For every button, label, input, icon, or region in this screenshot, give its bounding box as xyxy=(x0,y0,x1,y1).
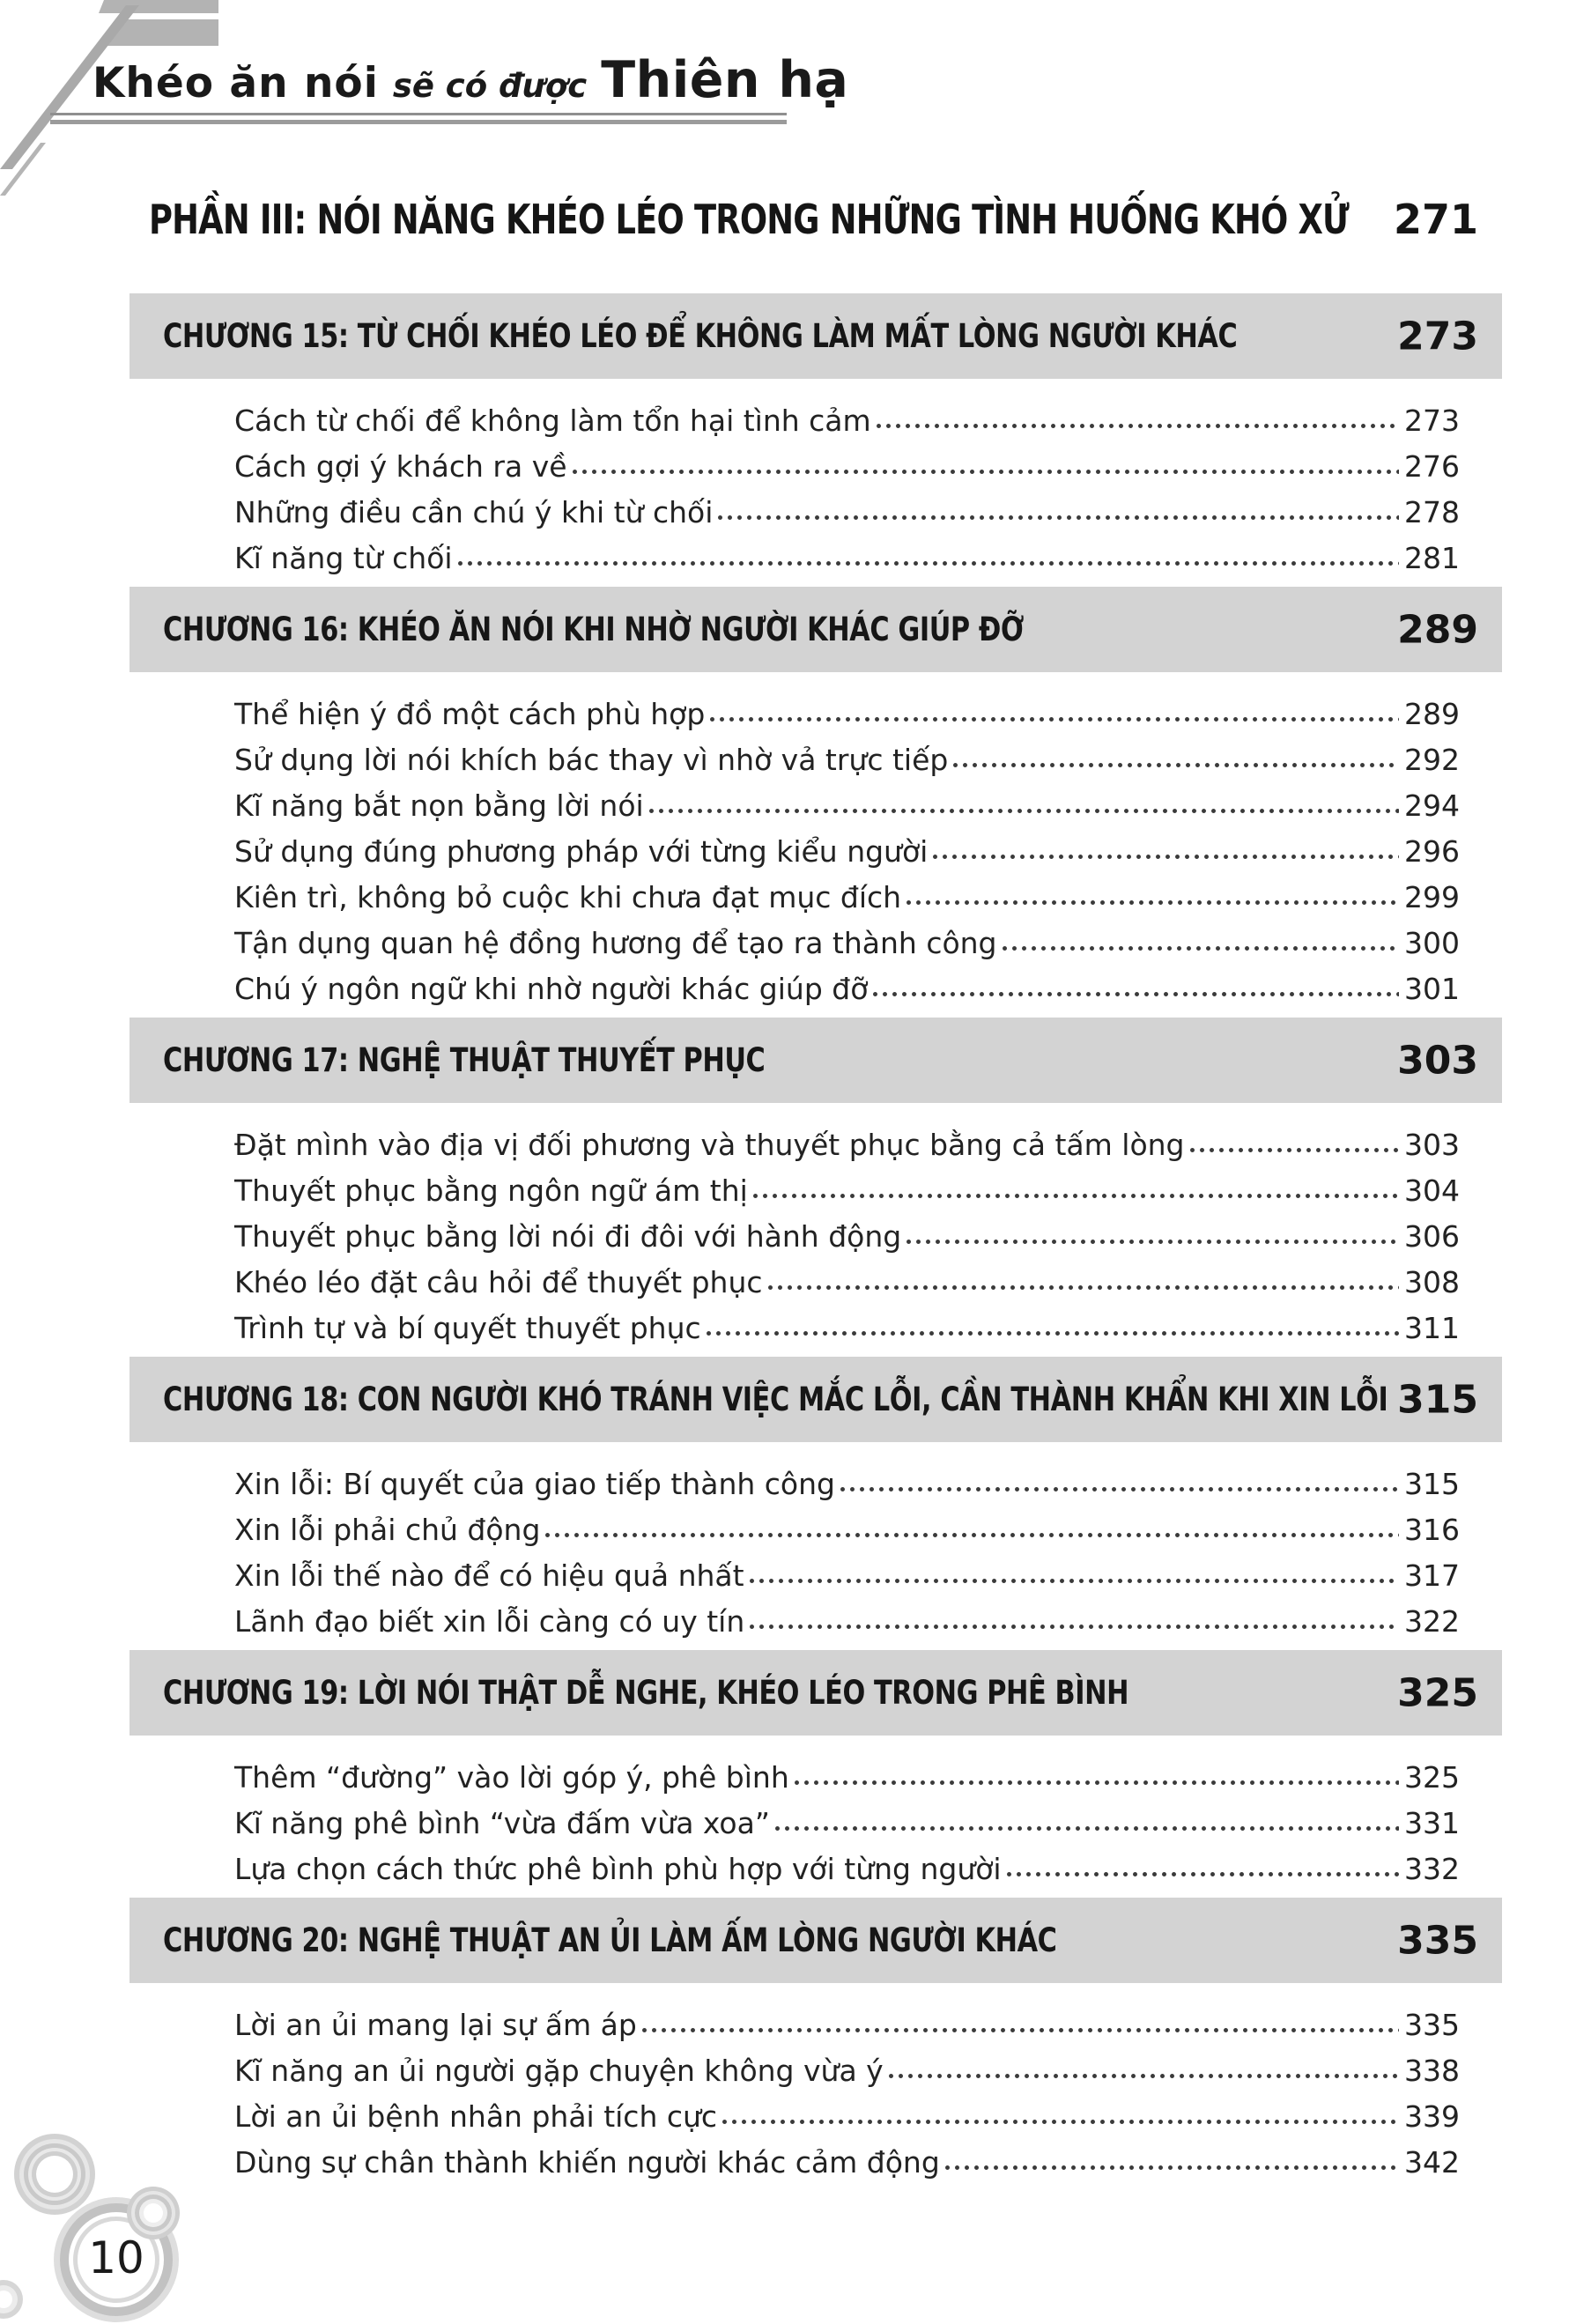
toc-item-page: 332 xyxy=(1404,1852,1460,1886)
part-title: PHẦN III: NÓI NĂNG KHÉO LÉO TRONG NHỮNG TÌNH HUỐNG KHÓ XỬ xyxy=(149,196,1349,243)
toc-item xyxy=(234,449,1460,495)
chapter-heading-band xyxy=(130,293,1502,379)
chapter-heading-band xyxy=(130,1357,1502,1442)
dotted-leader xyxy=(545,1533,1399,1537)
toc-item xyxy=(234,1128,1460,1173)
book-title-header xyxy=(92,51,1326,109)
dotted-leader xyxy=(1190,1148,1400,1152)
chapter-title: CHƯƠNG 20: NGHỆ THUẬT AN ỦI LÀM ẤM LÒNG NGƯỜI KHÁC xyxy=(163,1921,1057,1959)
part-page-number: 271 xyxy=(1393,196,1478,243)
toc-item-page: 303 xyxy=(1404,1128,1460,1162)
header-rule-thick xyxy=(50,120,787,124)
chapter-page-number: 315 xyxy=(1397,1377,1478,1422)
toc-item-title: Lời an ủi bệnh nhân phải tích cực xyxy=(234,2099,718,2134)
toc-item-page: 278 xyxy=(1404,495,1460,529)
toc-item-title: Xin lỗi: Bí quyết của giao tiếp thành công xyxy=(234,1467,835,1501)
toc-item-page: 299 xyxy=(1404,880,1460,914)
dotted-leader xyxy=(873,992,1399,996)
dotted-leader xyxy=(710,717,1399,722)
toc-item-title: Lựa chọn cách thức phê bình phù hợp với từng người xyxy=(234,1852,1002,1886)
toc-item-page: 276 xyxy=(1404,449,1460,484)
toc-item xyxy=(234,1173,1460,1219)
header-rule-thin xyxy=(50,113,787,115)
toc-item xyxy=(234,1219,1460,1265)
toc-item xyxy=(234,541,1460,587)
toc-item-title: Cách từ chối để không làm tổn hại tình cảm xyxy=(234,403,871,438)
toc-item xyxy=(234,1265,1460,1311)
toc-item xyxy=(234,1806,1460,1852)
toc-item xyxy=(234,1852,1460,1898)
toc-item-page: 338 xyxy=(1404,2054,1460,2088)
dotted-leader xyxy=(889,2074,1399,2078)
toc-item xyxy=(234,1558,1460,1604)
chapter-page-number: 325 xyxy=(1397,1670,1478,1715)
corner-flag-decoration xyxy=(0,0,238,220)
circle-corner-clipped xyxy=(0,2280,23,2319)
toc-item xyxy=(234,926,1460,972)
toc-item-title: Thuyết phục bằng ngôn ngữ ám thị xyxy=(234,1173,748,1208)
toc-item-title: Lãnh đạo biết xin lỗi càng có uy tín xyxy=(234,1604,745,1639)
book-title-emphasis: Thiên hạ xyxy=(601,51,849,109)
toc-item-page: 296 xyxy=(1404,834,1460,869)
toc-item-page: 304 xyxy=(1404,1173,1460,1208)
dotted-leader xyxy=(642,2028,1399,2032)
toc-item-page: 306 xyxy=(1404,1219,1460,1254)
toc-item xyxy=(234,1467,1460,1513)
toc-item-title: Kiên trì, không bỏ cuộc khi chưa đạt mục đích xyxy=(234,880,902,914)
toc-item xyxy=(234,880,1460,926)
toc-item-title: Những điều cần chú ý khi từ chối xyxy=(234,495,714,529)
toc-item xyxy=(234,2145,1460,2191)
toc-item-page: 281 xyxy=(1404,541,1460,575)
footer-circles-decoration xyxy=(0,2113,229,2324)
toc-item-title: Sử dụng đúng phương pháp với từng kiểu người xyxy=(234,834,929,869)
toc-item-title: Thuyết phục bằng lời nói đi đôi với hành động xyxy=(234,1219,902,1254)
toc-item-title: Xin lỗi thế nào để có hiệu quả nhất xyxy=(234,1558,744,1593)
chapter-page-number: 303 xyxy=(1397,1038,1478,1083)
chapter-title: CHƯƠNG 16: KHÉO ĂN NÓI KHI NHỜ NGƯỜI KHÁC GIÚP ĐỠ xyxy=(163,611,1025,648)
toc-item-page: 317 xyxy=(1404,1558,1460,1593)
chapter-heading-band xyxy=(130,1898,1502,1983)
dotted-leader xyxy=(840,1487,1399,1491)
toc-item-page: 335 xyxy=(1404,2008,1460,2042)
toc-item-page: 300 xyxy=(1404,926,1460,960)
toc-item-title: Xin lỗi phải chủ động xyxy=(234,1513,541,1547)
toc-item xyxy=(234,834,1460,880)
dotted-leader xyxy=(750,1579,1399,1583)
toc-item-title: Kĩ năng bắt nọn bằng lời nói xyxy=(234,788,644,823)
dotted-leader xyxy=(933,855,1399,859)
toc-item xyxy=(234,495,1460,541)
toc-item-title: Khéo léo đặt câu hỏi để thuyết phục xyxy=(234,1265,763,1299)
chapter-page-number: 289 xyxy=(1397,607,1478,652)
toc-item-title: Tận dụng quan hệ đồng hương để tạo ra thành công xyxy=(234,926,997,960)
chapter-title: CHƯƠNG 15: TỪ CHỐI KHÉO LÉO ĐỂ KHÔNG LÀM MẤT LÒNG NGƯỜI KHÁC xyxy=(163,317,1238,355)
toc-item-title: Dùng sự chân thành khiến người khác cảm động xyxy=(234,2145,940,2180)
toc-item-title: Sử dụng lời nói khích bác thay vì nhờ vả trực tiếp xyxy=(234,743,949,777)
chapter-heading-band xyxy=(130,1018,1502,1103)
toc-item xyxy=(234,743,1460,788)
dotted-leader xyxy=(795,1780,1399,1785)
dotted-leader xyxy=(573,470,1399,474)
toc-item-page: 322 xyxy=(1404,1604,1460,1639)
toc-item-title: Chú ý ngôn ngữ khi nhờ người khác giúp đỡ xyxy=(234,972,869,1006)
book-title-script: sẽ có được xyxy=(392,67,588,105)
circle-small-upper xyxy=(14,2134,95,2215)
chapter-title: CHƯƠNG 18: CON NGƯỜI KHÓ TRÁNH VIỆC MẮC LỖI, CẦN THÀNH KHẨN KHI XIN LỖI xyxy=(163,1380,1388,1418)
toc-item-page: 301 xyxy=(1404,972,1460,1006)
dotted-leader xyxy=(649,809,1399,813)
toc-item-page: 315 xyxy=(1404,1467,1460,1501)
dotted-leader xyxy=(906,900,1399,905)
toc-item-page: 273 xyxy=(1404,403,1460,438)
toc-item-page: 308 xyxy=(1404,1265,1460,1299)
dotted-leader xyxy=(750,1625,1399,1629)
toc-item-title: Thêm “đường” vào lời góp ý, phê bình xyxy=(234,1760,789,1795)
toc-item xyxy=(234,1311,1460,1357)
toc-item-title: Cách gợi ý khách ra về xyxy=(234,449,567,484)
dotted-leader xyxy=(753,1194,1399,1198)
toc-item-page: 339 xyxy=(1404,2099,1460,2134)
chapter-title: CHƯƠNG 17: NGHỆ THUẬT THUYẾT PHỤC xyxy=(163,1041,766,1079)
toc-item xyxy=(234,788,1460,834)
toc-item-page: 311 xyxy=(1404,1311,1460,1345)
dotted-leader xyxy=(953,763,1399,767)
toc-item-title: Thể hiện ý đồ một cách phù hợp xyxy=(234,697,706,731)
dotted-leader xyxy=(707,1331,1399,1336)
chapter-page-number: 273 xyxy=(1397,314,1478,359)
toc-item-page: 294 xyxy=(1404,788,1460,823)
chapter-page-number: 335 xyxy=(1397,1918,1478,1963)
chapter-heading-band xyxy=(130,587,1502,672)
toc-item-page: 325 xyxy=(1404,1760,1460,1795)
dotted-leader xyxy=(718,515,1399,520)
folio-page-number: 10 xyxy=(88,2232,144,2283)
toc-item xyxy=(234,403,1460,449)
toc-item xyxy=(234,1604,1460,1650)
dotted-leader xyxy=(877,424,1399,428)
dotted-leader xyxy=(458,561,1399,566)
toc-item-page: 289 xyxy=(1404,697,1460,731)
toc-item-title: Đặt mình vào địa vị đối phương và thuyết phục bằng cả tấm lòng xyxy=(234,1128,1185,1162)
dotted-leader xyxy=(945,2165,1399,2170)
toc-item-title: Kĩ năng phê bình “vừa đấm vừa xoa” xyxy=(234,1806,770,1840)
toc-item-page: 331 xyxy=(1404,1806,1460,1840)
toc-item xyxy=(234,1513,1460,1558)
book-title-bold: Khéo ăn nói xyxy=(92,59,379,107)
toc-list xyxy=(130,196,1502,2191)
dotted-leader xyxy=(1003,946,1399,951)
toc-item-title: Kĩ năng từ chối xyxy=(234,541,453,575)
dotted-leader xyxy=(775,1826,1399,1831)
chapter-title: CHƯƠNG 19: LỜI NÓI THẬT DỄ NGHE, KHÉO LÉO TRONG PHÊ BÌNH xyxy=(163,1674,1129,1712)
toc-item xyxy=(234,972,1460,1018)
toc-item-page: 316 xyxy=(1404,1513,1460,1547)
chapter-heading-band xyxy=(130,1650,1502,1736)
part-heading-row xyxy=(130,196,1502,245)
toc-item xyxy=(234,2054,1460,2099)
toc-item-title: Lời an ủi mang lại sự ấm áp xyxy=(234,2008,637,2042)
toc-item xyxy=(234,1760,1460,1806)
toc-item-title: Kĩ năng an ủi người gặp chuyện không vừa ý xyxy=(234,2054,884,2088)
toc-item xyxy=(234,697,1460,743)
toc-item xyxy=(234,2099,1460,2145)
toc-item-page: 342 xyxy=(1404,2145,1460,2180)
toc-item-page: 292 xyxy=(1404,743,1460,777)
circle-small-right xyxy=(127,2187,180,2239)
dotted-leader xyxy=(1007,1872,1399,1876)
dotted-leader xyxy=(768,1285,1399,1290)
dotted-leader xyxy=(722,2120,1399,2124)
toc-item xyxy=(234,2008,1460,2054)
flag-bar-top xyxy=(99,0,218,13)
dotted-leader xyxy=(906,1240,1399,1244)
toc-item-title: Trình tự và bí quyết thuyết phục xyxy=(234,1311,701,1345)
